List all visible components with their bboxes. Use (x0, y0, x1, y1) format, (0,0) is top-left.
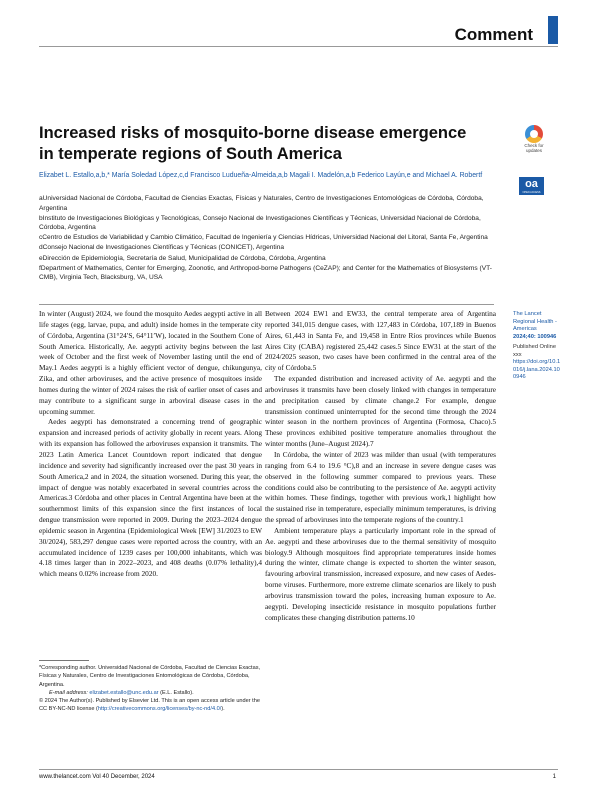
footnote-divider (39, 660, 89, 661)
open-access-logo (519, 177, 544, 195)
oa-logo-subtext: OPEN ACCESS (522, 191, 541, 194)
email-label: E-mail address: (49, 689, 88, 696)
body-paragraph: Ambient temperature plays a particularly important role in the spread of Ae. aegypti and these arboviruses due to the thermal sensitivity of mosquito biology.9 Although mosquitoes find appropriate temperatures inside homes during the winter, climate change is expected to shorten the winter season, favouring arboviral transmission, increased exposure, and new cases of Aedes-borne viruses. Furthermore, more extreme climate scenarios are likely to push arbovirus transmission toward the poles, increasing human exposure to Ae. aegypti. Developing insecticide resistance in mosquito populations further complicates these changing distribution patterns.10 (265, 525, 496, 622)
journal-name: The Lancet Regional Health - Americas (513, 311, 557, 332)
check-for-updates-icon (525, 125, 543, 143)
email-link[interactable]: elizabet.estallo@unc.edu.ar (89, 689, 159, 696)
author-list: Elizabet L. Estallo,a,b,* María Soledad López,c,d Francisco Ludueña-Almeida,a,b Magali I. Madelón,a,b Federico Layún,e and Michael A. Robertf (39, 172, 483, 179)
body-paragraph: In Córdoba, the winter of 2023 was milder than usual (with temperatures ranging from 6.4 to 19.6 °C),8 and an increase in severe dengue cases was observed in the following summer compared to previous years. These conditions could also be contributing to the persistence of Ae. aegypti activity within homes. These findings, together with previous work,1 highlight how the sustained rise in temperature, especially minimum temperatures, is driving the spread of arboviruses into the temperate regions of the country.1 (265, 449, 496, 525)
body-paragraph: Aedes aegypti has demonstrated a concerning trend of geographic expansion and increased periods of activity globally in recent years. Along with its expansion has followed the arboviruses expansion it transmits. The 2023 Latin America Lancet Countdown report indicated that dengue incidence and severity had significantly increased over the past 30 years in South America,2 and in 2024, the situation worsened. During this year, the impact of dengue was notably exacerbated in several countries across the Americas.3 Córdoba and other places in Central Argentina have been at the southernmost limits of this expansion since the first instances of local dengue transmission were reported in 2009. During the 2023–2024 dengue epidemic season in Argentina (Epidemiological Week [EW] 31/2023 to EW 30/2024), 583,297 dengue cases were reported across the country, with an accumulated incidence of 1239 cases per 100,000 inhabitants, which was 4.18 times larger than in 2022–2023, and 408 deaths (0.07% lethality),4 which means 0.02% increase from 2020. (39, 417, 262, 579)
license-note (39, 697, 264, 714)
footnotes (39, 664, 264, 714)
footer-journal-info: www.thelancet.com Vol 40 December, 2024 (39, 774, 155, 780)
email-line (39, 689, 264, 697)
body-paragraph: The expanded distribution and increased activity of Ae. aegypti and the arboviruses it transmits have been closely linked with changes in temperature and precipitation caused by climate change.2 For example, dengue transmission continued uninterrupted for the second time through the 2024 winter season in the northern provinces of Argentina (Formosa, Chaco).5 These provinces exhibited positive temperature anomalies throughout the winter months (June–August 2024).7 (265, 374, 496, 449)
doi-link[interactable]: https://doi.org/10.1016/j.lana.2024.100946 (513, 359, 561, 380)
body-paragraph: Between 2024 EW1 and EW33, the central temperate area of Argentina reported 341,015 dengue cases, with 127,483 in Córdoba, 107,189 in Buenos Aires, 61,443 in Santa Fe, and 19,458 in Entre Ríos provinces while Buenos Aires City (CABA) registered 25,442 cases.5 Since EW31 at the start of the 2024/2025 season, two cases have been confirmed in the central area of the city of Córdoba.5 (265, 309, 496, 373)
license-text: © 2024 The Author(s). Published by Elsevier Ltd. This is an open access article under the CC BY-NC-ND license ( (39, 698, 260, 713)
page-number: 1 (552, 774, 556, 780)
affiliation-item: bInstituto de Investigaciones Biológicas y Tecnológicas, Consejo Nacional de Investigaciones Científicas y Técnicas, Universidad Nacional de Córdoba, Córdoba, Argentina (39, 214, 481, 232)
license-text-end: ). (221, 706, 225, 713)
badge-line-1: Check for (524, 143, 544, 148)
affiliations (39, 194, 494, 283)
journal-citation: 2024;40: 100946 (513, 333, 557, 340)
email-suffix: (E.L. Estallo). (160, 689, 194, 696)
section-accent-bar (548, 16, 558, 44)
affiliation-item: eDirección de Epidemiología, Secretaría de Salud, Municipalidad de Córdoba, Córdoba, Argentina (39, 254, 326, 262)
license-link[interactable]: http://creativecommons.org/licenses/by-nc-nd/4.0/ (97, 706, 222, 713)
affiliation-item: fDepartment of Mathematics, Center for Emerging, Zoonotic, and Arthropod-borne Pathogens (CeZAP); and Center for the Mathematics of Biosystems (VT-CMB), Virginia Tech, Blacksburg, VA, USA (39, 264, 492, 282)
affiliation-item: cCentro de Estudios de Variabilidad y Cambio Climático, Facultad de Ingeniería y Ciencias Hídricas, Universidad Nacional del Litoral, Santa Fe, Argentina (39, 234, 488, 242)
header-divider (39, 46, 558, 47)
corresponding-author-note: *Corresponding author. Universidad Nacional de Córdoba, Facultad de Ciencias Exactas, Físicas y Naturales, Centro de Investigaciones Entomológicas de Córdoba, Córdoba, Argentina. (39, 665, 261, 688)
badge-line-2: updates (525, 148, 542, 153)
affiliation-item: dConsejo Nacional de Investigaciones Científicas y Técnicas (CONICET), Argentina (39, 244, 285, 252)
section-label: Comment (454, 25, 533, 44)
affiliation-item: aUniversidad Nacional de Córdoba, Facultad de Ciencias Exactas, Físicas y Naturales, Centro de Investigaciones Entomológicas de Córdoba, Córdoba, Argentina (39, 195, 484, 212)
affiliations-divider (39, 304, 494, 305)
footer-divider (39, 769, 558, 770)
body-column-1 (39, 309, 262, 580)
published-online: Published Online xxx (513, 344, 557, 358)
article-title: Increased risks of mosquito-borne disease emergence in temperate regions of South America (39, 124, 467, 163)
body-column-2 (265, 309, 496, 623)
citation-sidebar (513, 311, 561, 382)
check-for-updates-badge[interactable] (517, 125, 551, 157)
body-paragraph: In winter (August) 2024, we found the mosquito Aedes aegypti active in all life stages (egg, larvae, pupa, and adult) inside homes in the temperate city of Córdoba, Argentina (31°24′S, 64°11′W), located in the Southern Cone of South America. Historically, Ae. aegypti activity begins between the last week of October and the first week of November lasting until the end of May.1 Aedes aegypti is a highly efficient vector of dengue, chikungunya, Zika, and other arboviruses, and the active presence of mosquitoes inside homes during the winter of 2024 raises the risk of earlier onset of cases and may contribute to a significant surge in arboviral disease cases in the upcoming summer. (39, 309, 262, 416)
oa-logo-text: oa (525, 178, 538, 190)
